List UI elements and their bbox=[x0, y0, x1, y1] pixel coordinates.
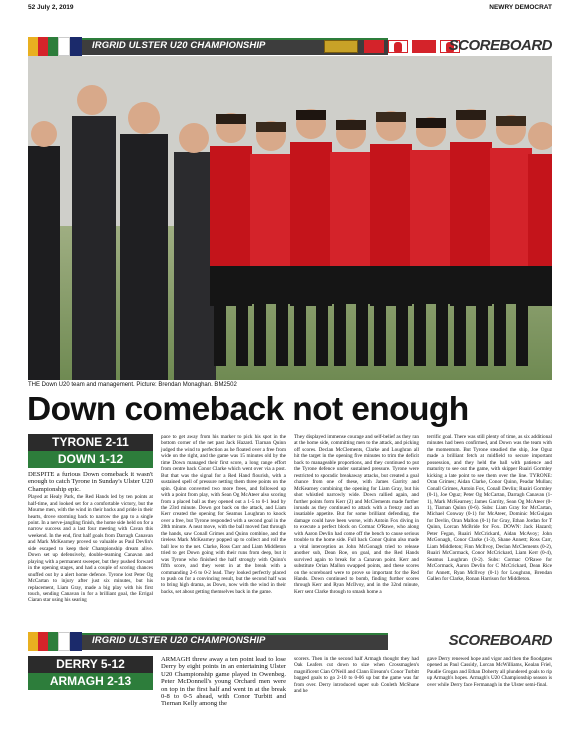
page-number-date: 52 July 2, 2019 bbox=[28, 4, 74, 11]
county-colours-icon bbox=[28, 37, 82, 56]
match1-column-1 bbox=[28, 471, 153, 617]
match1-column-4-text: terrific goal. There was still plenty of time, as six additional minutes had been confirmed, and Down was the team with the momentum. But Tyrone steadied the ship, Joe Oguz made a brilliant fetch at midfield to secure important possession, and they held the ball with patience and maturity to see out the game, with skipper Ruairi Gormley kicking a late point to see them over the line. TYRONE: Oran Grimes; Aidan Clarke, Conor Quinn, Peadar Mullan; Conall Grimes, Antoin Fox, Conall Devlin; Ruairi Gormley (0-1), Joe Oguz; Peter Og McCartan, Darragh Canavan (1-1), Mark McKearney; James Garrity, Sean Og McAteer (0-1), Tiarnan Quinn (0-6). Subs: Liam Gray for McCartan, Michael Conway (0-1) for McAteer, Dominic McGuigan for Devlin, Oran Mallon (0-1) for Gray, Ethan Jordan for T Quinn, Lorcan McBride for Fox. DOWN: Jack Hazard; Peter Fegan, Ruairi McCrickard, Aidan McAvoy; John McGonagh, Conor Clarke (1-3), Shane Annett; Ross Carr, Liam Middleton; Finn McIlvoy, Declan McClements (0-2), Ruairi McCormack, Conor McCrickard, Liam Kerr (0-4), Seamus Loughran (0-2). Subs: Cormac O'Rawe for McCormack, Aaron Devlin for C McCrickard, Dean Rice for Annett, Ryan McIlvoy (0-1) for Loughran, Brendan Gallen for Clarke, Ronan Harrison for Middleton. bbox=[427, 434, 552, 582]
section-banner-bottom bbox=[28, 633, 552, 650]
scoreboard-logo-bottom bbox=[449, 632, 552, 649]
page-folio bbox=[28, 3, 552, 13]
banner-title: IRGRID ULSTER U20 CHAMPIONSHIP bbox=[92, 40, 266, 51]
match2-column-1 bbox=[161, 656, 286, 732]
county-colours-icon-bottom bbox=[28, 632, 82, 651]
match1-column-4 bbox=[427, 434, 552, 617]
match2-scorebox bbox=[28, 656, 153, 690]
match2-column-3-text: gave Derry renewed hope and vigor and then the floodgates opened as Paul Cassidy, Lorcan McWilliams, Kealan Friel, Paudie Grogan and Ethan Doherty all plundered goals to rip up Armagh's hopes. Armagh's U20 Championship season is over while Derry face Fermanagh in the Ulster semi-final. bbox=[427, 656, 552, 688]
section-banner-top bbox=[28, 38, 552, 55]
match2-team-b-score: ARMAGH 2-13 bbox=[28, 673, 153, 690]
banner-title-bottom: IRGRID ULSTER U20 CHAMPIONSHIP bbox=[92, 635, 266, 646]
down-crest-icon bbox=[412, 40, 436, 53]
scoreboard-text: SCOREBOARD bbox=[448, 37, 552, 54]
match1-column-2-text: pace to get away from his marker to pick his spot in the bottom corner of the net past Jack Hazard. Tiarnan Quinn judged the wind to perfection as he floated over a free from wide on the right, and the game was 15 minutes old by the time Down managed their first score, a long range effort from centre back Conor Clarke which went over via a post. But that was the signal for a Red Hand flourish, with a sustained spell of pressure netting them three points on the spin. Quinn converted two more frees, and followed up with a point from play, with Sean Og McAteer also scoring from a placed ball as they opened out a 1-5 to 0-1 lead by the 23rd minute. Down got back on the attack, and Liam Kerr created the opening for Seamus Loughran to knock over a free, but Tyrone responded with a second goal in the 28th minute. A neat move, with the ball moved fast through the hands, saw Conall Grimes and Quinn combine, and the tireless Mark McKearney popped up to collect and roll the ball low to the net. Clarke, Ross Carr and Liam Middleton tried to get Down going with their runs from deep, but it was Tyrone who finished the half strongly with Quinn's fifth score, and they went in at the break with a commanding 2-6 to 0-2 lead. They looked perfectly placed to push on for a convincing result, but the second half was to bring high drama, as Down, now with the wind in their backs, set about getting themselves back in the game. bbox=[161, 434, 286, 595]
tyrone-crest-icon bbox=[364, 40, 384, 53]
match1-column-3 bbox=[294, 434, 419, 617]
match2-team-a-score: DERRY 5-12 bbox=[28, 656, 153, 673]
match2-column-2 bbox=[294, 656, 419, 732]
match1-lead-paragraph: DESPITE a furious Down comeback it wasn't enough to catch Tyrone in Sunday's Ulster U20 Championship epic. bbox=[28, 471, 153, 493]
scoreboard-logo bbox=[449, 37, 552, 54]
match1-scorebox bbox=[28, 434, 153, 468]
match1-team-b-score: DOWN 1-12 bbox=[28, 451, 153, 468]
match2-column-1-text: ARMAGH threw away a ten point lead to lose Derry by eight points in an entertaining Ulster U20 Championship game played in Owenbeg. Peter McDonnell's young Orchard men were on top in the first half and went in at the break 0-8 to 0-5 ahead, with Conor Turbitt and Tiernan Kelly among the bbox=[161, 656, 286, 708]
photo-caption: THE Down U20 team and management. Picture: Brendan Monaghan. BM2502 bbox=[28, 382, 237, 388]
match2-column-2-text: scorers. Then in the second half Armagh thought they had Oak Leafers cut down to size when Crossmaglen's magnificent Cian O'Neill and Clann Eireann's Conor Turbitt bagged goals to go 2-10 to 0-06 up but the game was far from over. Derry introduced super sub Conleth McShane and he bbox=[294, 656, 419, 695]
newspaper-name: NEWRY DEMOCRAT bbox=[489, 4, 552, 11]
ulster-crest-icon bbox=[324, 40, 358, 53]
red-hand-icon bbox=[388, 40, 408, 53]
team-photo-illustration bbox=[28, 56, 552, 380]
team-photo bbox=[28, 56, 552, 380]
match2-column-3 bbox=[427, 656, 552, 732]
match1-team-a-score: TYRONE 2-11 bbox=[28, 434, 153, 451]
headline: Down comeback not enough bbox=[27, 391, 469, 428]
scoreboard-text-bottom: SCOREBOARD bbox=[448, 632, 552, 649]
match1-column-3-text: They displayed immense courage and self-belief as they ran at the home side, committing men to the attack, and picking off scores. Declan McClements, Clarke and Loughran all hit the target in the opening five minutes to trim the deficit back to manageable proportions, and they continued to put the Tyrone defence under sustained pressure. Tyrone were restricted to sporadic breakaway attacks, but created a goal chance from one of these, with James Garrity and McKearney combining the opening for Liam Gray, but his shot whistled narrowly wide. Down rallied again, and further points form Kerr (2) and McClements made further inroads as they continued to attack with a frenzy and an insatiable appetite. But for some brilliant defending, the damage could have been worse, with Antoin Fox diving in to execute a perfect block on Cormac O'Rawe, who along with Aaron Devlin had come off the bench to cause serious trouble to the home side. Full back Conor Quinn also made a vital interception as John McGonagh tried to release another sub, Dean Roe, on goal, and the Red Hands survived again to break for a Canavan point. Kerr and substitute Orian Mallon swapped points, and these scores on the scoreboard were to prove so important for the Red Hands. Down continued to bomb, finding further scores through Kerr and Ryan McIlvoy, and in the 32nd minute, Kerr sent Clarke through to smash home a bbox=[294, 434, 419, 595]
match1-column-2 bbox=[161, 434, 286, 617]
match1-column-1-text: Played at Healy Park, the Red Hands led by ten points at half-time, and looked set for a comfortable victory, but the Mourne men, with the wind in their backs and pride in their hearts, drove storming back to narrow the gap to a single point. In a nerve-jangling finish, the home side held on for a narrow success and a last four meeting with Cavan this weekend. In the end, first half goals from Darragh Canavan and Mark McKearney proved so valuable as Paul Devlin's side escaped to keep their Championship dream alive. Down set up defensively, double-teaming Canavan and playing with a permanent sweeper, but they pushed forward in the opening stages, and had a couple of scoring chances snuffed out by a alert home defence. Tyrone lost Peter Og McCartan to injury after just six minutes, but his replacement, Liam Gray, made a big play with his first touch, sending Canavan in for a brilliant goal, the Errigal Ciaran star using his searing bbox=[28, 494, 153, 604]
